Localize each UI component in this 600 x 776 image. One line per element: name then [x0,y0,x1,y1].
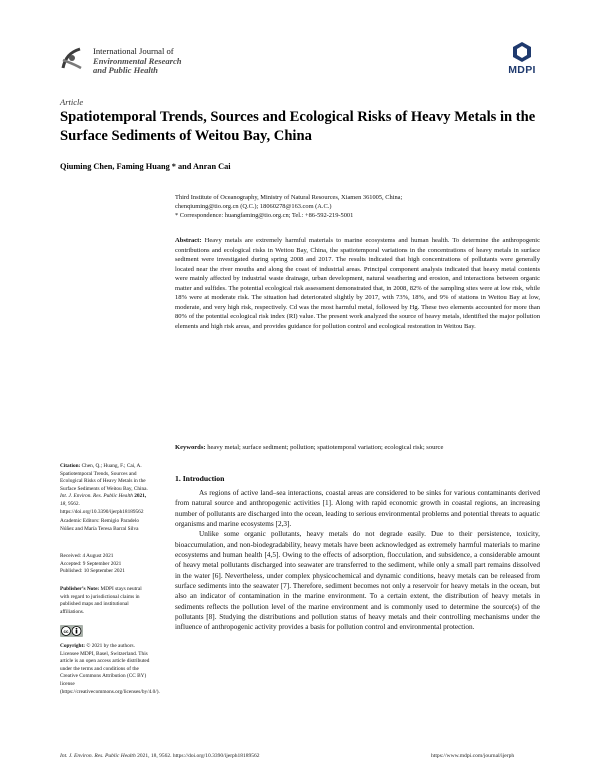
accepted-date: Accepted: 9 September 2021 [60,560,122,567]
affiliation-block [175,193,540,221]
journal-name [93,47,182,76]
journal-name-line1: International Journal of [93,46,174,56]
citation-block [60,463,152,516]
editors-text: Remigio Paradelo Núñez and María Teresa Barral Silva [60,518,140,532]
footer-doi[interactable]: 2021, 18, 9562. https://doi.org/10.3390/ijerph18189562 [137,753,260,759]
publisher-note-label: Publisher’s Note: [60,586,100,592]
footer-citation [60,753,260,759]
cc-by-license-icon[interactable] [60,625,83,637]
abstract-label: Abstract: [175,237,202,244]
abstract [175,236,540,331]
published-date: Published: 10 September 2021 [60,568,125,575]
svg-text:cc: cc [63,629,69,634]
journal-name-line2: Environmental Research [93,55,182,66]
publisher-note [60,586,152,616]
footer-journal: Int. J. Environ. Res. Public Health [60,753,136,759]
section-heading: 1. Introduction [175,474,225,483]
copyright-block [60,643,160,696]
keywords-text: heavy metal; surface sediment; pollution; spatiotemporal variation; ecological risk; source [207,444,444,451]
author-list: Qiuming Chen, Faming Huang * and Anran Cai [60,162,231,171]
paragraph: Unlike some organic pollutants, heavy metals do not degrade easily. Due to their persistence, toxicity, bioaccumulation, and non-biodegradability, heavy metals have been acknowledged as extremely harmful materials to marine ecosystems and human health [4,5]. Owing to the effects of adsorption, flocculation, and subsidence, a considerable amount of heavy metal pollutants discharged into seawater are transferred to the sediment, while only a small part remains dissolved in the water [6]. Nevertheless, under complex physicochemical and dynamic conditions, heavy metals can be released from surface sediments into the seawater [7]. Therefore, sediment becomes not only a reservoir for heavy metals in the ocean, but also an indicator of contamination in the marine environment. To a certain extent, the distribution of heavy metals in sediments reflects the pollution level of the marine environment and is commonly used to determine the source(s) of the pollutants [8]. Studying the distributions and pollution status of heavy metals and their controlling mechanisms under the influence of anthropogenic activity provides a basis for pollution control and environmental protection. [175,530,540,632]
citation-journal: Int. J. Environ. Res. Public Health [60,493,133,500]
editors-label: Academic Editors: [60,518,100,524]
keywords-label: Keywords: [175,444,206,451]
publisher-name: MDPI [508,64,536,76]
affiliation: Third Institute of Oceanography, Ministry of Natural Resources, Xiamen 361005, China; [175,194,403,201]
correspondence: * Correspondence: huangfaming@tio.org.cn; Tel.: +86-592-219-5001 [175,212,354,220]
citation-year: 2021, [134,493,147,500]
editors-block [60,518,152,533]
mdpi-hexagon-icon [513,42,531,62]
received-date: Received: 4 August 2021 [60,553,114,559]
abstract-text: Heavy metals are extremely harmful materials to marine ecosystems and human health. To determine the anthropogenic contributions and ecological risks in Weitou Bay, China, the spatiotemporal variations in the concentrations of heavy metals in surface sediment were investigated during spring 2008 and 2017. The results indicated that high concentrations of pollutants were generally located near the river mouths and along the coast of industrial areas. Principal component analysis indicated that heavy metal contents were mainly affected by industrial waste drainage, urban development, natural weathering and erosion, and interactions between organic matter and sulfides. The potential ecological risk assessment demonstrated that, in 2008, 82% of the sampling sites were at low risk, while 18% were at moderate risk. The situation had deteriorated slightly by 2017, with 73%, 18%, and 9% of stations in Weitou Bay at low, moderate, and very high risk, respectively. Cd was the most harmful metal, followed by Hg. These two elements accounted for more than 80% of the potential ecological risk index (RI) value. The present work analyzed the source of heavy metals, identified the major pollution elements and high risk areas, and provides guidance for pollution control and ecological restoration in Weitou Bay. [175,237,540,330]
introduction-body [175,488,540,633]
article-type: Article [60,97,84,107]
footer-journal-url[interactable]: https://www.mdpi.com/journal/ijerph [431,753,515,759]
publisher-logo [502,42,542,80]
author-emails: chenqiuming@tio.org.cn (Q.C.); 18060278@163.com (A.C.) [175,203,332,211]
copyright-label: Copyright: [60,643,86,649]
ijerph-logo-icon [60,46,84,72]
citation-volume: 18, [60,500,67,507]
keywords [175,443,540,453]
publisher-note-text: MDPI stays neutral with regard to jurisdictional claims in published maps and institutional affiliations. [60,586,142,615]
copyright-text: © 2021 by the authors. Licensee MDPI, Basel, Switzerland. This article is an open access article distributed under the terms and conditions of the Creative Commons Attribution (CC BY) license (https://creativecommons.org/licenses/by/4.0/). [60,643,160,695]
journal-name-line3: and Public Health [93,65,158,76]
dates-block [60,553,152,576]
paragraph: As regions of active land–sea interactions, coastal areas are considered to be sinks for various contaminants derived from natural source and anthropogenic activities [1]. Along with rapid economic growth in coastal regions, an increasing number of pollutants are discharged into the ocean, leading to serious environmental problems and potential threats to aquatic organisms and marine ecosystems [2,3]. [175,489,540,529]
article-title: Spatiotemporal Trends, Sources and Ecological Risks of Heavy Metals in the Surface Sediments of Weitou Bay, China [60,109,536,144]
citation-doi[interactable]: 9562. https://doi.org/10.3390/ijerph18189562 [60,500,144,515]
citation-text: Chen, Q.; Huang, F.; Cai, A. Spatiotemporal Trends, Sources and Ecological Risks of Heavy Metals in the Surface Sediments of Weitou Bay, China. [60,463,148,492]
journal-logo [60,46,200,76]
citation-label: Citation: [60,463,81,469]
